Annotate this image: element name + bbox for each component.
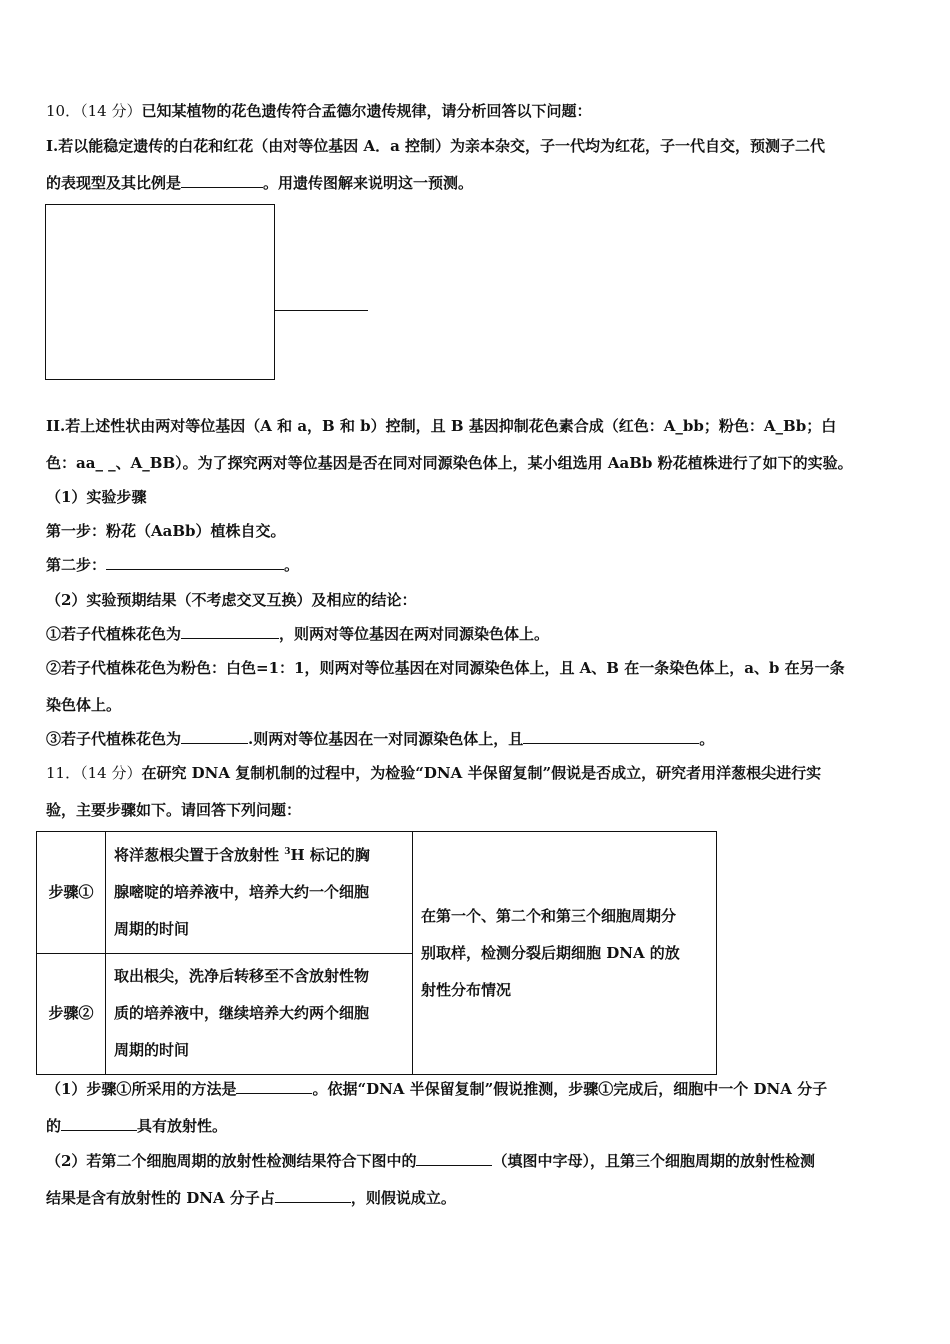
- answer-blank[interactable]: [181, 729, 248, 744]
- q11-answer2-line2: [46, 1188, 456, 1208]
- q10-part1-line1: I.若以能稳定遗传的白花和红花（由对等位基因 A．a 控制）为亲本杂交，子一代均为红花，子一代自交，预测子二代: [46, 137, 826, 155]
- answer-blank[interactable]: [275, 1188, 351, 1203]
- q10-part2-line2: 色：aa_ _、A_BB）。为了探究两对等位基因是否在同对同源染色体上，某小组选用 AaBb 粉花植株进行了如下的实验。: [46, 454, 853, 472]
- q10-step1: 第一步：粉花（AaBb）植株自交。: [46, 522, 286, 540]
- q11-answer1-line2: [46, 1116, 227, 1136]
- q11-stem-line2: 验，主要步骤如下。请回答下列问题：: [46, 801, 302, 819]
- q10-part1-line2: [46, 173, 473, 193]
- q10-number: 10．: [46, 102, 81, 120]
- q10-part1-text-b: 。用遗传图解来说明这一预测。: [263, 174, 474, 192]
- q10-result1: [46, 624, 549, 644]
- sampling-description: 在第一个、第二个和第三个细胞周期分 别取样，检测分裂后期细胞 DNA 的放 射性分布情况: [413, 832, 717, 1075]
- answer-blank[interactable]: [61, 1116, 137, 1131]
- q11-points: （14 分）: [80, 764, 142, 782]
- q10-result1-b: ，则两对等位基因在两对同源染色体上。: [279, 625, 550, 643]
- table-row: [37, 832, 717, 954]
- answer-blank[interactable]: [416, 1151, 492, 1166]
- q11-a1-text-b: 。依据“DNA 半保留复制”假说推测，步骤①完成后，细胞中一个 DNA 分子: [312, 1080, 828, 1098]
- q10-result3-a: ③若子代植株花色为: [46, 730, 182, 748]
- answer-blank[interactable]: [106, 555, 284, 570]
- q11-stem-line1: [46, 763, 821, 783]
- q10-results-heading: （2）实验预期结果（不考虑交叉互换）及相应的结论：: [46, 591, 417, 609]
- genetic-diagram-box[interactable]: [45, 204, 275, 380]
- q11-answer2-line1: [46, 1151, 815, 1171]
- q10-step2-label: 第二步：: [46, 556, 107, 574]
- q11-stem-text: 在研究 DNA 复制机制的过程中，为检验“DNA 半保留复制”假说是否成立，研究者用洋葱根尖进行实: [141, 764, 822, 782]
- q10-result3: [46, 729, 714, 749]
- q10-result3-c: 。: [699, 730, 715, 748]
- experiment-steps-table: [36, 831, 717, 1075]
- answer-blank[interactable]: [181, 173, 263, 188]
- q11-a2-text-a: （2）若第二个细胞周期的放射性检测结果符合下图中的: [46, 1152, 417, 1170]
- q10-result2-line1: ②若子代植株花色为粉色：白色=1：1，则两对等位基因在对同源染色体上，且 A、B 在一条染色体上，a、b 在另一条: [46, 659, 845, 677]
- q11-number: 11．: [46, 764, 81, 782]
- q11-a1-text-c: 的: [46, 1117, 62, 1135]
- step1-description: 将洋葱根尖置于含放射性 $^3$H 标记的胸 腺嘧啶的培养液中，培养大约一个细胞 周期的时间: [106, 832, 413, 954]
- q10-points: （14 分）: [80, 102, 142, 120]
- q10-step2-end: 。: [284, 556, 300, 574]
- q10-steps-heading: （1）实验步骤: [46, 488, 147, 506]
- step1-label: 步骤①: [37, 832, 106, 954]
- q10-result1-a: ①若子代植株花色为: [46, 625, 182, 643]
- answer-blank[interactable]: [236, 1079, 312, 1094]
- answer-blank[interactable]: [181, 624, 279, 639]
- q10-stem: [46, 101, 591, 121]
- q10-step2: [46, 555, 299, 575]
- answer-blank[interactable]: [523, 729, 699, 744]
- q11-a2-text-c: 结果是含有放射性的 DNA 分子占: [46, 1189, 275, 1207]
- q11-answer1-line1: [46, 1079, 827, 1099]
- q10-result3-b: .则两对等位基因在一对同源染色体上，且: [248, 730, 524, 748]
- diagram-connector-line: [274, 310, 368, 311]
- q10-result2-line2: 染色体上。: [46, 696, 122, 714]
- q11-a1-text-d: 具有放射性。: [137, 1117, 228, 1135]
- q11-a2-text-d: ，则假说成立。: [350, 1189, 456, 1207]
- q10-stem-text: 已知某植物的花色遗传符合孟德尔遗传规律，请分析回答以下问题：: [141, 102, 592, 120]
- step2-description: 取出根尖，洗净后转移至不含放射性物 质的培养液中，继续培养大约两个细胞 周期的时间: [106, 953, 413, 1075]
- q11-a2-text-b: （填图中字母），且第三个细胞周期的放射性检测: [492, 1152, 815, 1170]
- q10-part1-text: 的表现型及其比例是: [46, 174, 182, 192]
- step2-label: 步骤②: [37, 953, 106, 1075]
- q10-part2-line1: II.若上述性状由两对等位基因（A 和 a，B 和 b）控制，且 B 基因抑制花色素合成（红色：A_bb；粉色：A_Bb；白: [46, 417, 837, 435]
- q11-a1-text-a: （1）步骤①所采用的方法是: [46, 1080, 237, 1098]
